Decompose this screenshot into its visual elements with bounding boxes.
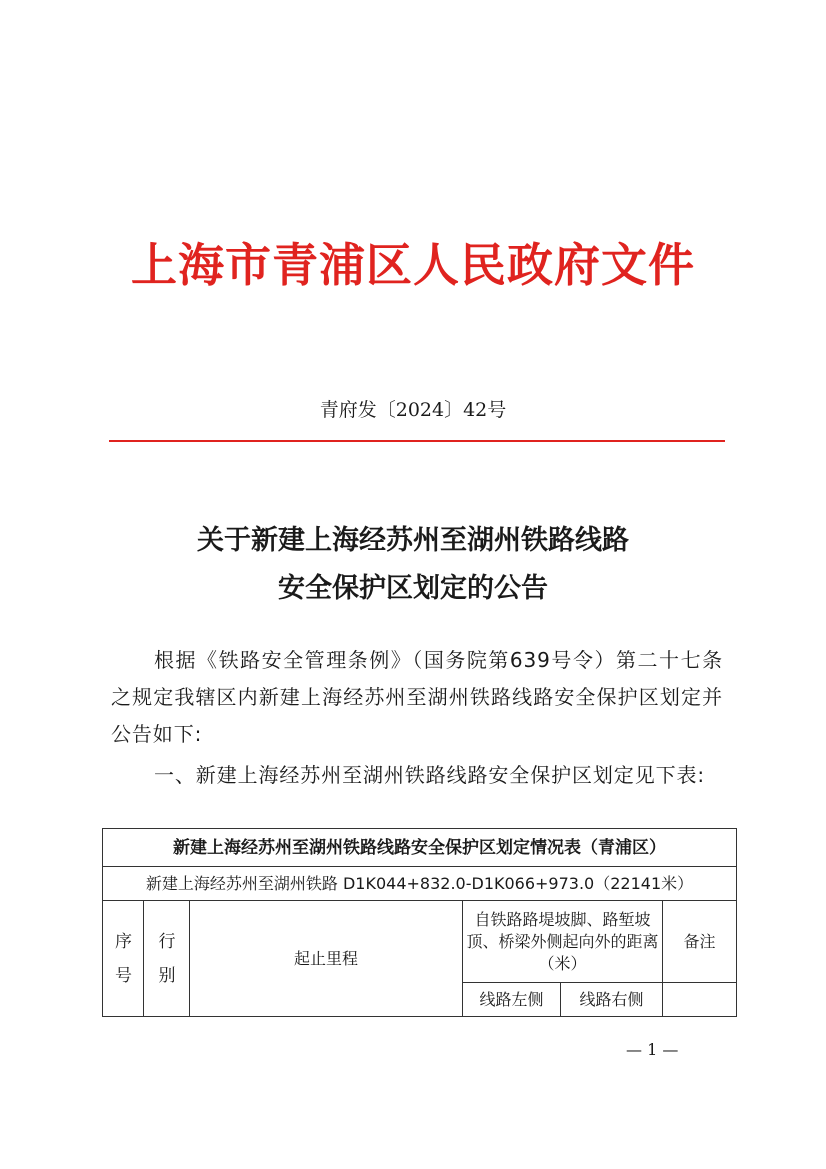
header-right-side: 线路右侧: [561, 983, 663, 1017]
document-number: 青府发〔2024〕42号: [319, 399, 507, 421]
header-remarks: 备注: [663, 901, 737, 983]
notice-title-line-1: 关于新建上海经苏州至湖州铁路线路: [197, 525, 629, 556]
header-left-side: 线路左侧: [463, 983, 561, 1017]
header-mileage: 起止里程: [190, 901, 463, 1017]
header-seq: 序号: [115, 931, 132, 986]
paragraph-text: 根据《铁路安全管理条例》（国务院第639号令）第二十七条之规定我辖区内新建上海经苏州至湖州铁路线路安全保护区划定并公告如下:: [111, 648, 723, 746]
body-paragraph-2: [111, 757, 723, 794]
header-distance: 自铁路路堤坡脚、路堑坡顶、桥梁外侧起向外的距离（米）: [463, 901, 663, 983]
paragraph-text: 一、新建上海经苏州至湖州铁路线路安全保护区划定见下表:: [154, 763, 706, 787]
table-subtitle: 新建上海经苏州至湖州铁路 D1K044+832.0-D1K066+973.0（22141米）: [103, 867, 737, 901]
notice-title: [0, 517, 826, 613]
header-seq-cell: [103, 901, 144, 1017]
header-direction-cell: [144, 901, 190, 1017]
header-direction: 行别: [158, 931, 176, 986]
header-remarks-blank: [663, 983, 737, 1017]
protection-zone-table: [102, 828, 737, 1017]
red-divider: [109, 440, 725, 442]
table-title: 新建上海经苏州至湖州铁路线路安全保护区划定情况表（青浦区）: [103, 829, 737, 867]
notice-title-line-2: 安全保护区划定的公告: [278, 573, 548, 604]
issuer-title: 上海市青浦区人民政府文件: [131, 238, 695, 292]
body-paragraph-1: [111, 642, 723, 753]
page-number: — 1 —: [626, 1040, 679, 1059]
